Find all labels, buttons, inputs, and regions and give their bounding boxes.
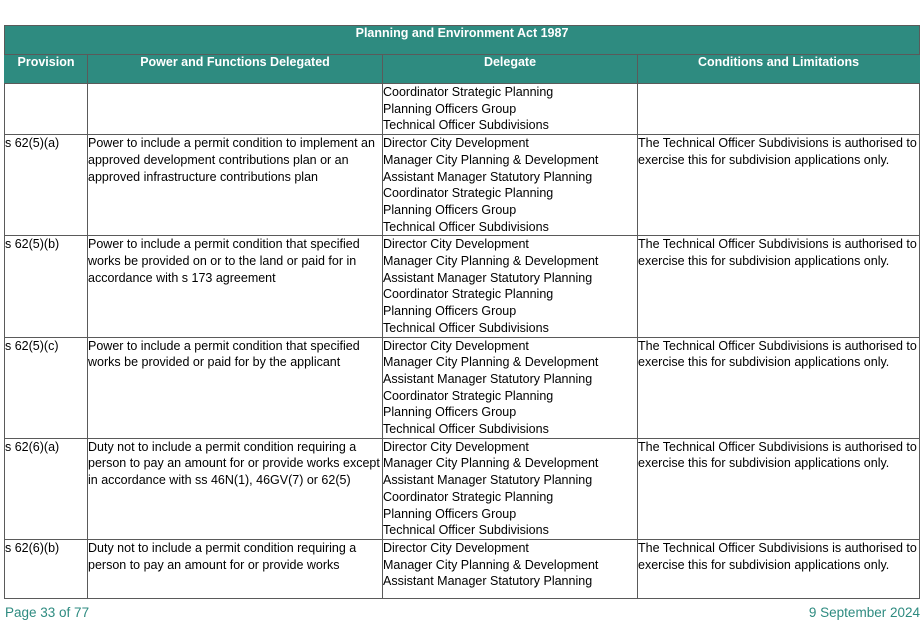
provision-cell: s 62(6)(a) [5,438,88,539]
delegate-item: Director City Development [383,338,529,353]
delegate-item: Director City Development [383,540,529,555]
delegate-cell [383,135,638,236]
delegate-item: Manager City Planning & Development [383,152,599,167]
provision-cell: s 62(5)(a) [5,135,88,236]
delegate-item: Assistant Manager Statutory Planning [383,574,593,589]
header-conditions: Conditions and Limitations [638,55,920,84]
provision-cell: s 62(5)(b) [5,236,88,337]
delegate-cell [383,236,638,337]
table-title: Planning and Environment Act 1987 [5,26,920,55]
delegate-item: Director City Development [383,439,529,454]
delegate-cell [383,438,638,539]
delegate-item: Manager City Planning & Development [383,456,599,471]
delegate-item: Technical Officer Subdivisions [383,320,549,335]
delegate-item: Coordinator Strategic Planning [383,489,554,504]
conditions-cell: The Technical Officer Subdivisions is authorised to exercise this for subdivision applications only. [638,135,920,236]
power-cell: Duty not to include a permit condition requiring a person to pay an amount for or provide works [88,539,383,598]
header-provision: Provision [5,55,88,84]
delegate-item: Planning Officers Group [383,506,517,521]
delegate-cell [383,337,638,438]
delegate-item: Planning Officers Group [383,405,517,420]
delegate-item: Assistant Manager Statutory Planning [383,371,593,386]
delegation-table [4,25,920,599]
delegate-item: Technical Officer Subdivisions [383,118,549,133]
conditions-cell: The Technical Officer Subdivisions is authorised to exercise this for subdivision applications only. [638,539,920,598]
conditions-cell: The Technical Officer Subdivisions is authorised to exercise this for subdivision applications only. [638,337,920,438]
delegate-item: Technical Officer Subdivisions [383,219,549,234]
header-delegate: Delegate [383,55,638,84]
power-cell: Power to include a permit condition that specified works be provided on or to the land or paid for in accordance with s 173 agreement [88,236,383,337]
delegate-item: Technical Officer Subdivisions [383,523,549,538]
delegate-item: Manager City Planning & Development [383,557,599,572]
delegate-item: Director City Development [383,136,529,151]
delegate-item: Assistant Manager Statutory Planning [383,169,593,184]
power-cell: Duty not to include a permit condition requiring a person to pay an amount for or provide works except in accordance with ss 46N(1), 46GV(7) or 62(5) [88,438,383,539]
delegate-item: Assistant Manager Statutory Planning [383,270,593,285]
table-row [5,135,920,236]
delegate-item: Coordinator Strategic Planning [383,186,554,201]
provision-cell [5,84,88,135]
table-row [5,539,920,598]
table-row [5,438,920,539]
delegate-cell [383,84,638,135]
conditions-cell [638,84,920,135]
delegate-item: Assistant Manager Statutory Planning [383,473,593,488]
delegate-item: Technical Officer Subdivisions [383,422,549,437]
power-cell: Power to include a permit condition to implement an approved development contributions plan or an approved infrastructure contributions plan [88,135,383,236]
provision-cell: s 62(6)(b) [5,539,88,598]
document-date: 9 September 2024 [808,605,920,620]
table-row [5,84,920,135]
delegate-item: Manager City Planning & Development [383,355,599,370]
delegate-item: Coordinator Strategic Planning [383,388,554,403]
table-row [5,236,920,337]
page-number: Page 33 of 77 [5,605,90,620]
delegate-item: Planning Officers Group [383,202,517,217]
conditions-cell: The Technical Officer Subdivisions is authorised to exercise this for subdivision applications only. [638,438,920,539]
table-row [5,337,920,438]
conditions-cell: The Technical Officer Subdivisions is authorised to exercise this for subdivision applications only. [638,236,920,337]
delegate-item: Coordinator Strategic Planning [383,287,554,302]
provision-cell: s 62(5)(c) [5,337,88,438]
delegate-item: Planning Officers Group [383,304,517,319]
delegate-item: Director City Development [383,237,529,252]
power-cell [88,84,383,135]
delegate-item: Coordinator Strategic Planning [383,85,554,99]
delegate-item: Manager City Planning & Development [383,254,599,269]
header-power: Power and Functions Delegated [88,55,383,84]
delegate-item: Planning Officers Group [383,101,517,116]
delegate-cell [383,539,638,598]
power-cell: Power to include a permit condition that specified works be provided or paid for by the applicant [88,337,383,438]
